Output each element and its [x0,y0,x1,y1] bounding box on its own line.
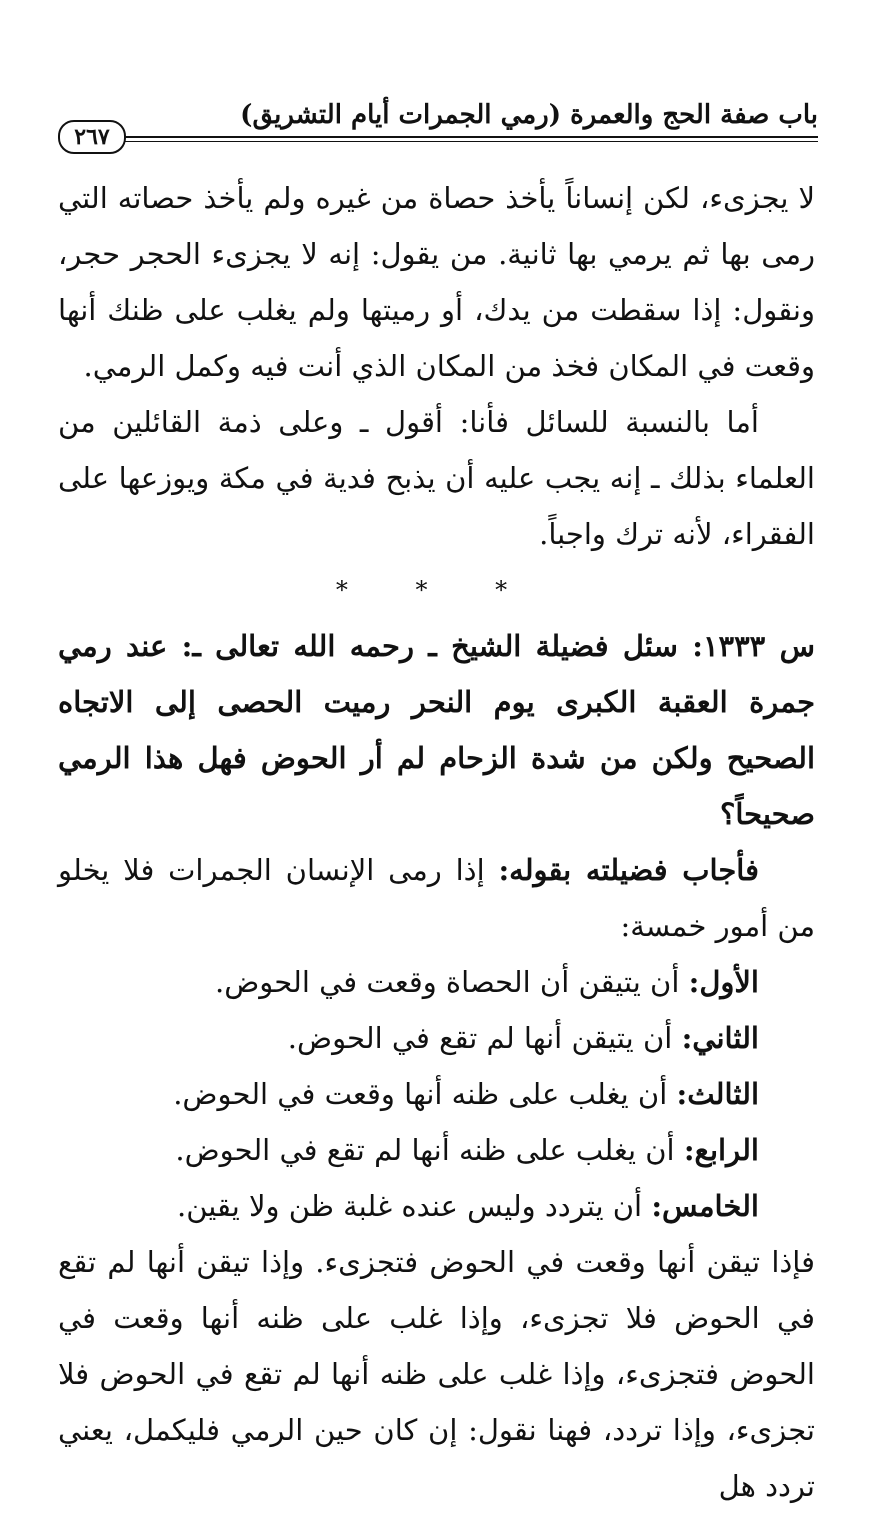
running-header [58,98,818,150]
header-rule [120,136,818,142]
answer-conclusion: فإذا تيقن أنها وقعت في الحوض فتجزىء. وإذا تيقن أنها لم تقع في الحوض فلا تجزىء، وإذا غلب على ظنه أنها وقعت في الحوض فتجزىء، وإذا غلب على ظنه أنها لم تقع في الحوض فلا تجزىء، وإذا تردد، فهنا نقول: إن كان حين الرمي فليكمل، يعني تردد هل [58,1245,815,1503]
list-item-text: أن يتردد وليس عنده غلبة ظن ولا يقين. [176,1189,643,1223]
question-block [58,618,815,842]
list-item-label: الرابع: [683,1133,759,1167]
list-item [58,1178,815,1234]
paragraph-1: لا يجزىء، لكن إنساناً يأخذ حصاة من غيره ولم يأخذ حصاته التي رمى بها ثم يرمي بها ثانية. من يقول: إنه لا يجزىء الحجر حجر، ونقول: إذا سقطت من يدك، أو رميتها ولم يغلب على ظنك أنها وقعت في المكان فخذ من المكان الذي أنت فيه وكمل الرمي. [58,181,815,383]
page-number: ٢٦٧ [58,120,126,154]
answer-intro-text: إذا رمى الإنسان الجمرات فلا يخلو من أمور خمسة: [58,853,815,943]
chapter-title: باب صفة الحج والعمرة (رمي الجمرات أيام التشريق) [240,100,818,130]
list-item-text: أن يغلب على ظنه أنها وقعت في الحوض. [173,1077,668,1111]
list-item-label: الثالث: [676,1077,759,1111]
paragraph-2: أما بالنسبة للسائل فأنا: أقول ـ وعلى ذمة القائلين من العلماء بذلك ـ إنه يجب عليه أن يذبح فدية في مكة ويوزعها على الفقراء، لأنه ترك واجباً. [58,405,815,551]
list-item [58,954,815,1010]
list-item-label: الخامس: [651,1189,759,1223]
question-number: س ١٣٣٣: [692,629,815,663]
list-item-text: أن يغلب على ظنه أنها لم تقع في الحوض. [175,1133,675,1167]
question-text: سئل فضيلة الشيخ ـ رحمه الله تعالى ـ: عند رمي جمرة العقبة الكبرى يوم النحر رميت الحصى إلى الاتجاه الصحيح ولكن من شدة الزحام لم أر الحوض فهل هذا الرمي صحيحاً؟ [58,629,815,831]
list-item-text: أن يتيقن أنها لم تقع في الحوض. [287,1021,673,1055]
answer-intro [58,842,815,954]
list-item [58,1122,815,1178]
list-item-label: الثاني: [681,1021,759,1055]
list-item-label: الأول: [688,965,759,999]
page-body [58,170,815,1514]
list-item-text: أن يتيقن أن الحصاة وقعت في الحوض. [215,965,680,999]
answer-lead: فأجاب فضيلته بقوله: [498,853,760,887]
list-item [58,1010,815,1066]
section-separator: * * * [335,576,538,604]
list-item [58,1066,815,1122]
